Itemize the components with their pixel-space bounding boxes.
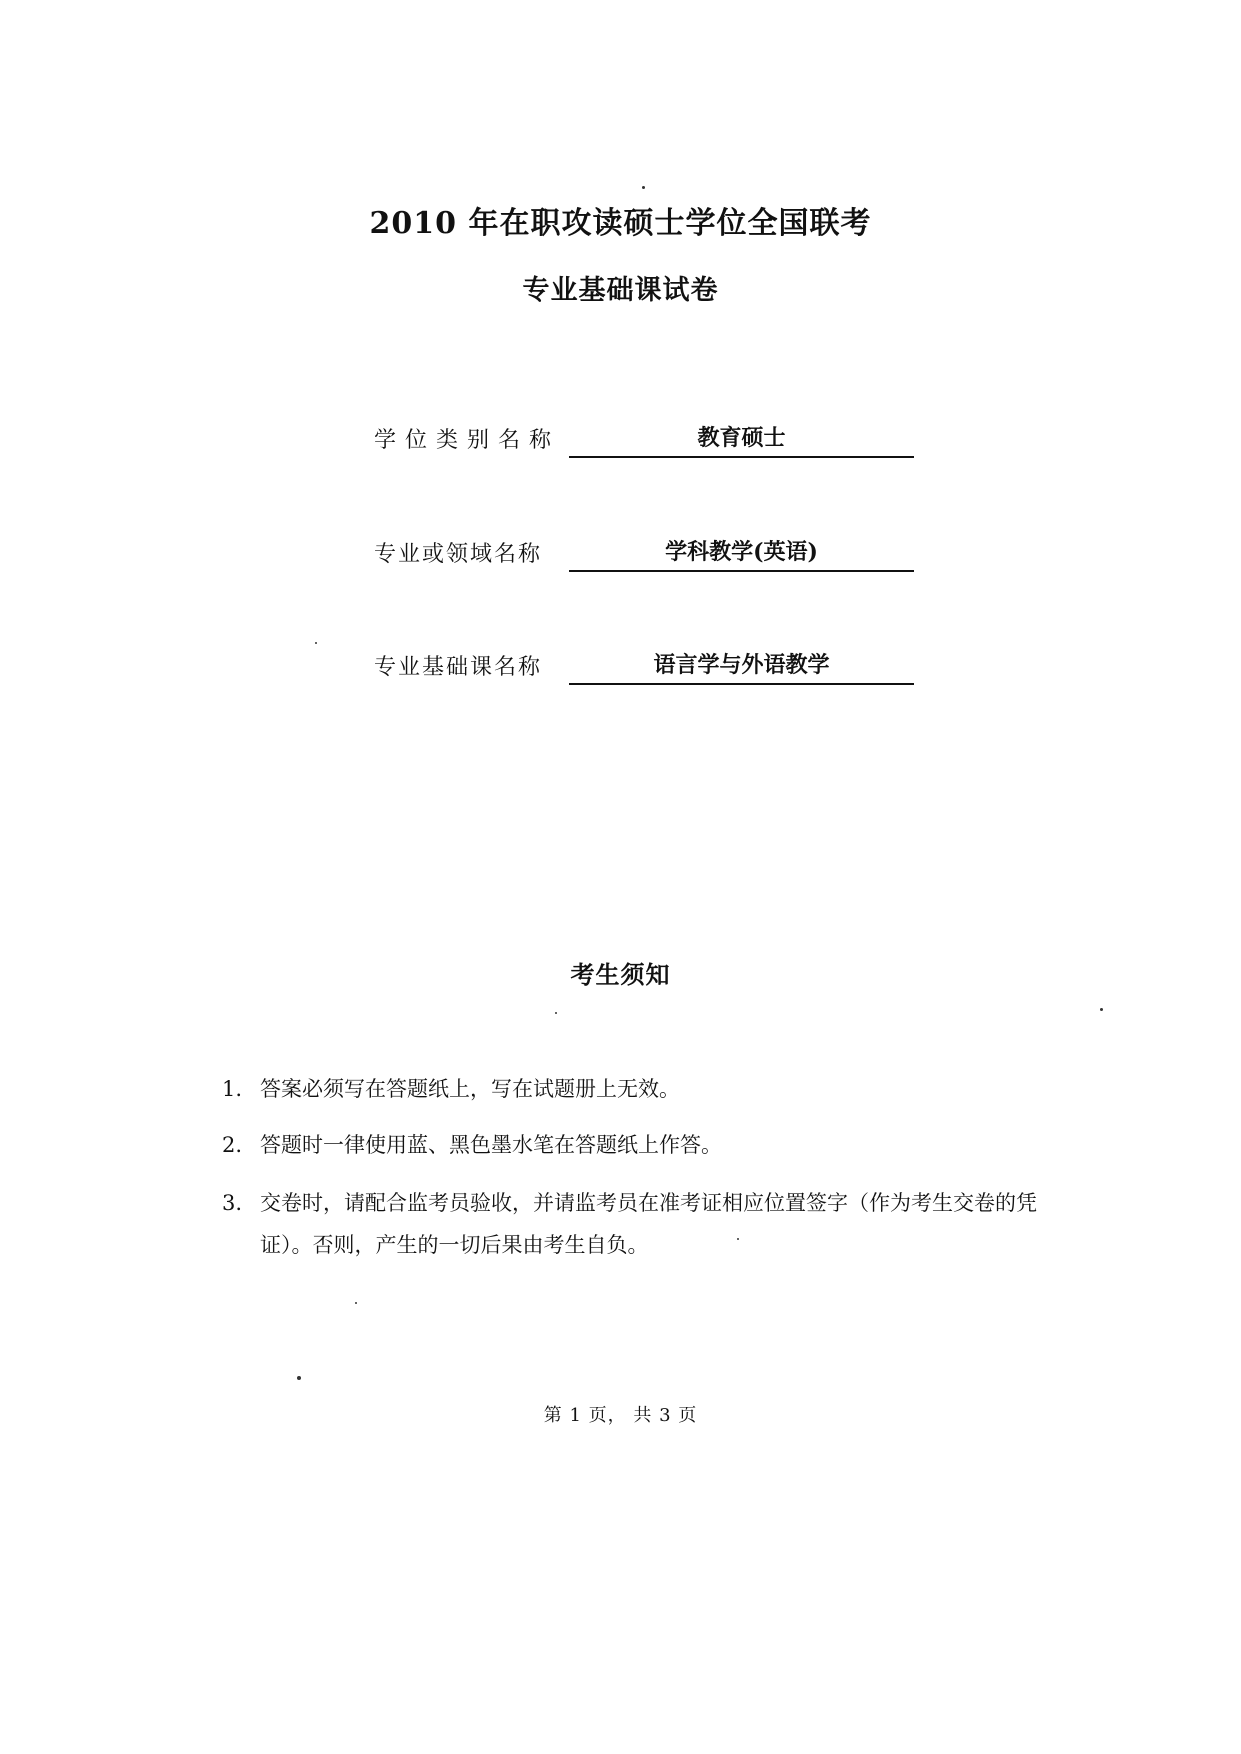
exam-title: 2010 年在职攻读硕士学位全国联考: [369, 206, 872, 241]
notice-title: 考生须知: [570, 960, 671, 989]
scan-speck: [297, 1376, 301, 1380]
scan-speck: [642, 186, 645, 189]
page-number: 第 1 页， 共 3 页: [543, 1405, 698, 1426]
exam-subtitle: 专业基础课试卷: [522, 275, 719, 306]
course-field: [374, 647, 914, 687]
degree-category-label: 学位类别名称: [374, 428, 561, 453]
specialty-underline: [569, 570, 914, 572]
degree-category-underline: [569, 456, 914, 458]
specialty-label: 专业或领域名称: [374, 542, 543, 567]
notice-item: [222, 1126, 1082, 1164]
course-label: 专业基础课名称: [374, 655, 543, 680]
notice-item: [222, 1070, 1082, 1108]
degree-category-field: [374, 420, 914, 460]
notice-item-number: 2.: [222, 1133, 243, 1157]
notice-item-number: 3.: [222, 1191, 243, 1215]
degree-category-value: 教育硕士: [697, 425, 786, 451]
course-value: 语言学与外语教学: [653, 652, 830, 678]
notice-item-text: 答案必须写在答题纸上，写在试题册上无效。: [260, 1077, 680, 1101]
notice-item-number: 1.: [222, 1077, 243, 1101]
specialty-value: 学科教学(英语): [665, 539, 818, 565]
scan-speck: [737, 1238, 739, 1240]
notice-item: [222, 1182, 1082, 1266]
scan-speck: [555, 1012, 557, 1014]
scan-speck: [315, 642, 317, 644]
notice-item-text: 答题时一律使用蓝、黑色墨水笔在答题纸上作答。: [260, 1133, 722, 1157]
specialty-field: [374, 534, 914, 574]
notice-list: [222, 1070, 1082, 1284]
course-underline: [569, 683, 914, 685]
scan-speck: [355, 1302, 357, 1304]
scan-speck: [1100, 1008, 1103, 1011]
notice-item-text: 交卷时，请配合监考员验收，并请监考员在准考证相应位置签字（作为考生交卷的凭证）。否则，产生的一切后果由考生自负。: [260, 1191, 1037, 1257]
